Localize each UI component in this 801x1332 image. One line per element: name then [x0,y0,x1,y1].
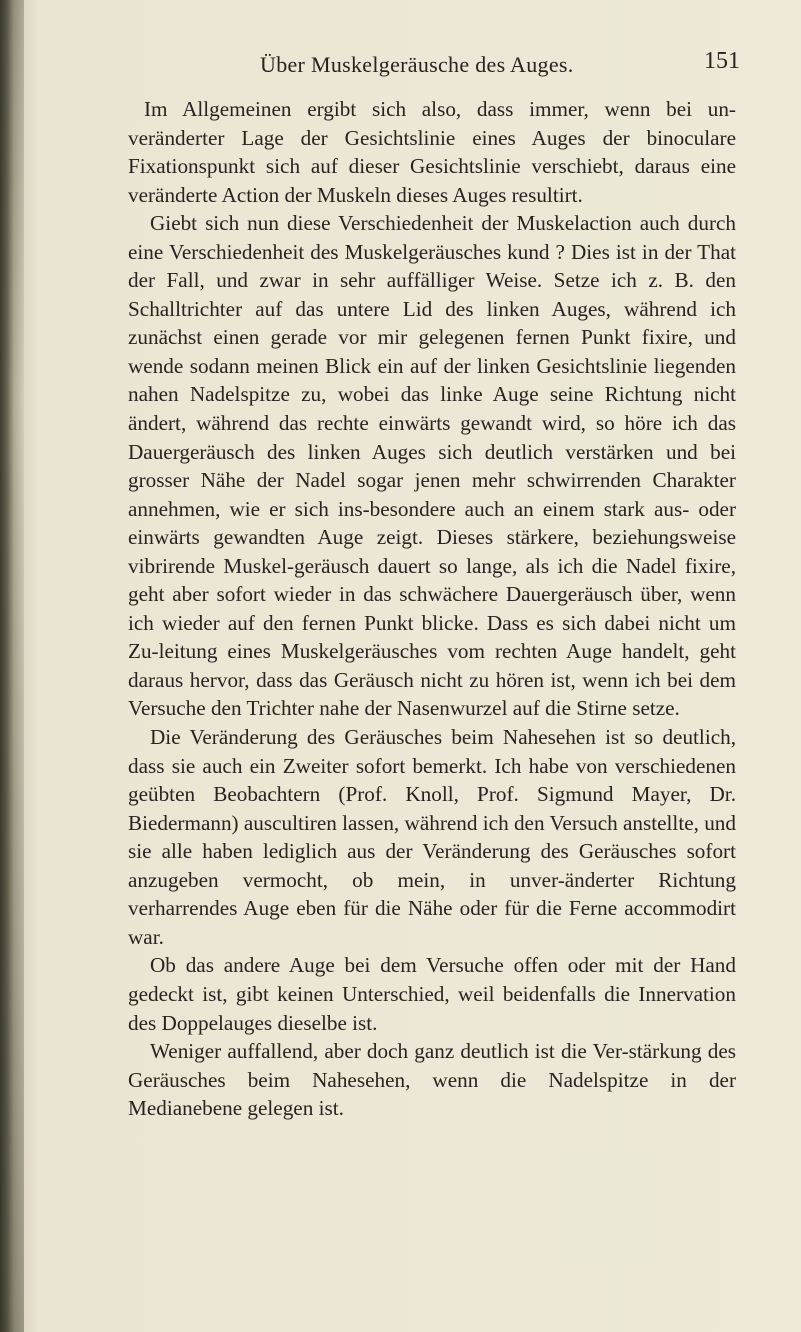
page-number: 151 [704,48,740,74]
paragraph-1: Im Allgemeinen ergibt sich also, dass immer, wenn bei un-veränderter Lage der Gesichtslinie eines Auges der binoculare Fixationspunkt sich auf dieser Gesichtslinie verschiebt, daraus eine veränderte Action der Muskeln dieses Auges resultirt. [128,97,736,207]
page-header [120,44,740,84]
paragraph-2: Giebt sich nun diese Verschiedenheit der Muskelaction auch durch eine Verschiedenheit des Muskelgeräusches kund ? Dies ist in der That der Fall, und zwar in sehr auffälliger Weise. Setze ich z. B. den Schalltrichter auf das untere Lid des linken Auges, während ich zunächst einen gerade vor mir gelegenen fernen Punkt fixire, und wende sodann meinen Blick ein auf der linken Gesichtslinie liegenden nahen Nadelspitze zu, wobei das linke Auge seine Richtung nicht ändert, während das rechte einwärts gewandt wird, so höre ich das Dauergeräusch des linken Auges sich deutlich verstärken und bei grosser Nähe der Nadel sogar jenen mehr schwirrenden Charakter annehmen, wie er sich ins-besondere auch an einem stark aus- oder einwärts gewandten Auge zeigt. Dieses stärkere, beziehungsweise vibrirende Muskel-geräusch dauert so lange, als ich die Nadel fixire, geht aber sofort wieder in das schwächere Dauergeräusch über, wenn ich wieder auf den fernen Punkt blicke. Dass es sich dabei nicht um Zu-leitung eines Muskelgeräusches vom rechten Auge handelt, geht daraus hervor, dass das Geräusch nicht zu hören ist, wenn ich bei dem Versuche den Trichter nahe der Nasenwurzel auf die Stirne setze. [128,211,736,721]
paragraph-4: Ob das andere Auge bei dem Versuche offen oder mit der Hand gedeckt ist, gibt keinen Unterschied, weil beidenfalls die Innervation des Doppelauges dieselbe ist. [128,953,736,1035]
running-title: Über Muskelgeräusche des Auges. [260,52,574,77]
binding-gutter-shadow [0,0,24,1332]
paragraph-5: Weniger auffallend, aber doch ganz deutlich ist die Ver-stärkung des Geräusches beim Nahesehen, wenn die Nadelspitze in der Medianebene gelegen ist. [128,1039,736,1121]
body-text [128,95,736,1123]
paragraph-3: Die Veränderung des Geräusches beim Nahesehen ist so deutlich, dass sie auch ein Zweiter sofort bemerkt. Ich habe von verschiedenen geübten Beobachtern (Prof. Knoll, Prof. Sigmund Mayer, Dr. Biedermann) auscultiren lassen, während ich den Versuch anstellte, und sie alle haben lediglich aus der Veränderung des Geräusches sofort anzugeben vermocht, ob mein, in unver-änderter Richtung verharrendes Auge eben für die Nähe oder für die Ferne accommodirt war. [128,725,736,949]
